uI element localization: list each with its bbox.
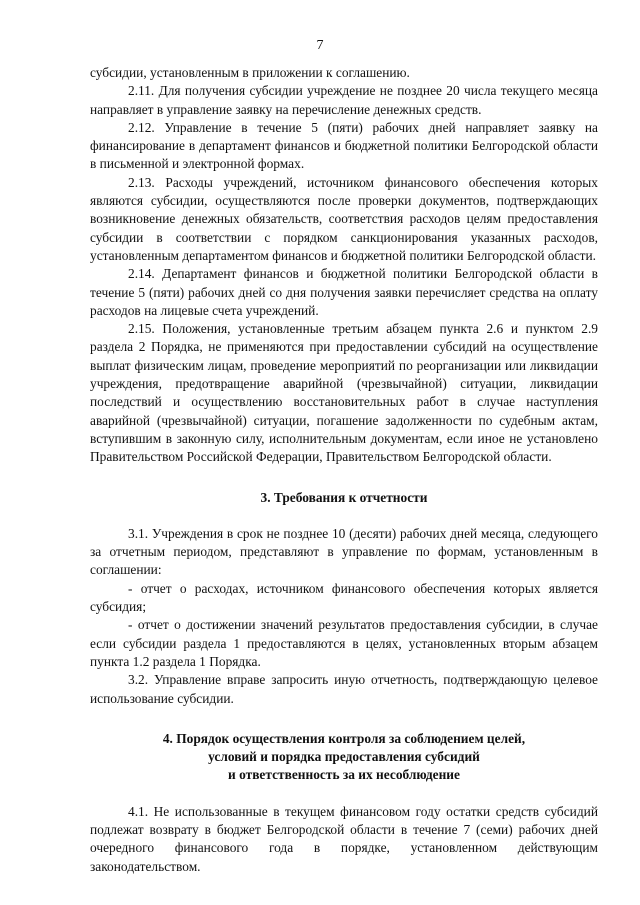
document-body xyxy=(90,64,598,876)
section-4-title-line-3: и ответственность за их несоблюдение xyxy=(228,767,460,783)
section-4-title-line-2: условий и порядка предоставления субсидий xyxy=(208,749,480,765)
list-item-report-results: - отчет о достижении значений результатов предоставления субсидии, в случае если субсидии раздела 1 предоставляются в целях, установленных вторым абзацем пункта 1.2 раздела 1 Порядка. xyxy=(90,617,598,669)
paragraph-3-2: 3.2. Управление вправе запросить иную отчетность, подтверждающую целевое использование субсидии. xyxy=(90,672,598,706)
paragraph-2-11: 2.11. Для получения субсидии учреждение не позднее 20 числа текущего месяца направляет в управление заявку на перечисление денежных средств. xyxy=(90,83,598,117)
paragraph-2-12: 2.12. Управление в течение 5 (пяти) рабочих дней направляет заявку на финансирование в департамент финансов и бюджетной политики Белгородской области в письменной и электронной формах. xyxy=(90,119,598,172)
paragraph-2-14: 2.14. Департамент финансов и бюджетной политики Белгородской области в течение 5 (пяти) рабочих дней со дня получения заявки перечисляет средства на оплату расходов на лицевые счета учреждений. xyxy=(90,266,598,318)
paragraph-4-1: 4.1. Не использованные в текущем финансовом году остатки средств субсидий подлежат возврату в бюджет Белгородской области в течение 7 (семи) рабочих дней очередного финансового года в порядке, установленном действующим законодательством. xyxy=(90,803,598,874)
section-3-title: 3. Требования к отчетности xyxy=(260,489,428,505)
section-spacer xyxy=(90,507,598,525)
paragraph-2-13: 2.13. Расходы учреждений, источником финансового обеспечения которых являются субсидии, осуществляются после проверки документов, подтверждающих возникновение денежных обязательств, соответствия расходов целям предоставления субсидии в соответствии с порядком санкционирования указанных расходов, установленным департаментом финансов и бюджетной политики Белгородской области. xyxy=(90,174,598,263)
paragraph-continuation: субсидии, установленным в приложении к соглашению. xyxy=(90,65,410,80)
section-spacer xyxy=(90,785,598,803)
section-spacer xyxy=(90,708,598,730)
page-number: 7 xyxy=(316,38,324,53)
section-4-title-line-1: 4. Порядок осуществления контроля за соблюдением целей, xyxy=(162,730,526,746)
paragraph-2-15: 2.15. Положения, установленные третьим абзацем пункта 2.6 и пунктом 2.9 раздела 2 Порядка, не применяются при предоставлении субсидий на осуществление выплат физическим лицам, проведение мероприятий по реорганизации или ликвидации учреждения, предотвращение аварийной (чрезвычайной) ситуации, ликвидации последствий и осуществлению восстановительных работ в случае наступления аварийной (чрезвычайной) ситуации, погашение задолженности по судебным актам, вступившим в законную силу, исполнительным документам, если иное не установлено Правительством Российской Федерации, Правительством Белгородской области. xyxy=(90,321,598,465)
list-item-report-expenses: - отчет о расходах, источником финансового обеспечения которых является субсидия; xyxy=(90,580,598,615)
section-spacer xyxy=(90,467,598,489)
paragraph-3-1: 3.1. Учреждения в срок не позднее 10 (десяти) рабочих дней месяца, следующего за отчетным периодом, представляют в управление по формам, установленным в соглашении: xyxy=(90,525,598,578)
